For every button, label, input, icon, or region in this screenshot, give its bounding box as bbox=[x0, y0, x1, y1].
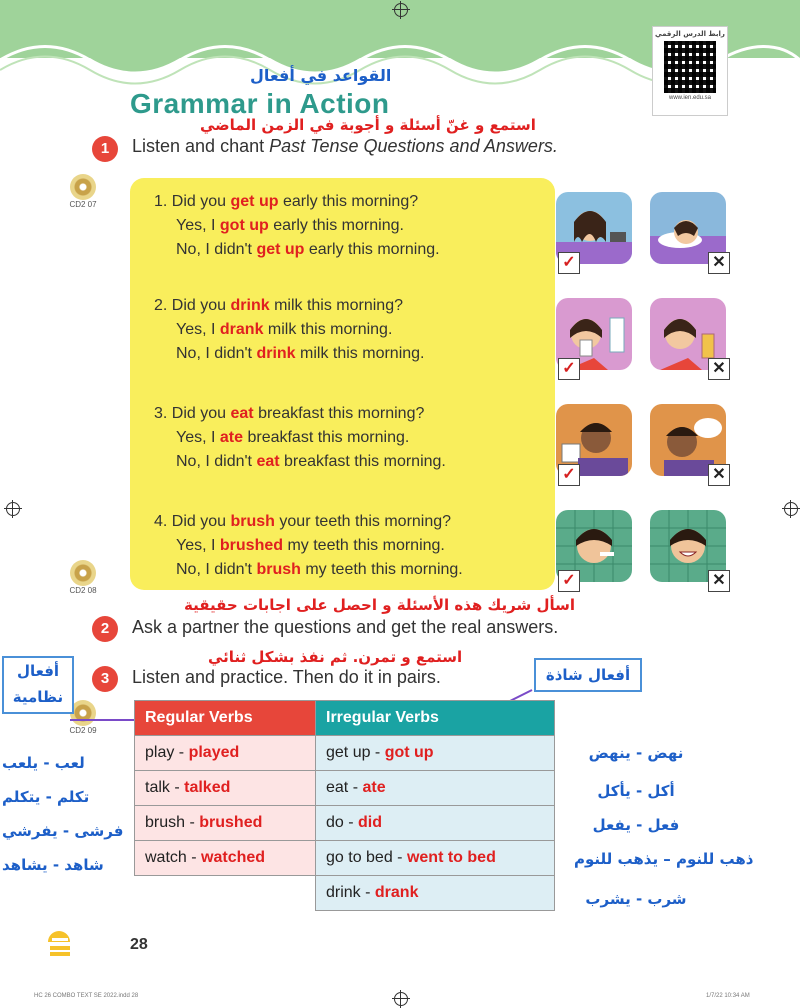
no-text-end: my teeth this morning. bbox=[300, 561, 463, 578]
verb-past: drank bbox=[374, 884, 419, 901]
qr-caption: رابط الدرس الرقمي bbox=[655, 30, 725, 38]
verb-base: go to bed - bbox=[326, 849, 407, 866]
table-row bbox=[135, 841, 555, 876]
no-verb: drink bbox=[256, 345, 296, 362]
check-mark-3: ✓ bbox=[558, 464, 580, 486]
table-row bbox=[135, 806, 555, 841]
cd-disc-icon bbox=[70, 560, 96, 586]
yes-text-end: early this morning. bbox=[268, 217, 404, 234]
question-text: Did you bbox=[171, 513, 231, 530]
cross-mark-3: ✕ bbox=[708, 464, 730, 486]
irregular-translation-2: أكل - يأكل bbox=[597, 782, 675, 800]
question-verb: get up bbox=[230, 193, 279, 210]
no-verb: get up bbox=[256, 241, 305, 258]
section1-arabic-note: استمع و غنّ أسئلة و أجوبة في الزمن الماضي bbox=[200, 116, 536, 134]
section3-arabic-note: استمع و تمرن. ثم نفذ بشكل ثنائي bbox=[208, 648, 463, 666]
irregular-verb-cell bbox=[316, 736, 555, 771]
irregular-verbs-arabic-label: أفعال شاذة bbox=[534, 658, 642, 692]
yes-text: Yes, I bbox=[176, 321, 220, 338]
yes-text-end: my teeth this morning. bbox=[283, 537, 445, 554]
check-mark-2: ✓ bbox=[558, 358, 580, 380]
irregular-translation-5: شرب - يشرب bbox=[585, 890, 687, 908]
regular-translation-2: تكلم - يتكلم bbox=[2, 788, 90, 806]
chant-item-4 bbox=[154, 510, 463, 582]
irregular-verb-cell bbox=[316, 806, 555, 841]
item-number: 1. bbox=[154, 193, 172, 210]
regular-translation-1: لعب - يلعب bbox=[2, 754, 85, 772]
section1-instruction bbox=[132, 136, 558, 157]
qr-url: www.ien.edu.sa bbox=[668, 95, 712, 101]
section2-instruction: Ask a partner the questions and get the real answers. bbox=[132, 617, 559, 637]
footer-timestamp: 1/7/22 10:34 AM bbox=[706, 993, 750, 999]
irregular-verb-cell bbox=[316, 771, 555, 806]
irregular-translation-3: فعل - يفعل bbox=[592, 816, 680, 834]
verb-past: got up bbox=[384, 744, 434, 761]
cd-track-07[interactable] bbox=[62, 174, 104, 209]
regular-verbs-header: Regular Verbs bbox=[135, 701, 316, 736]
section1-instruction-italic: Past Tense Questions and Answers. bbox=[269, 136, 558, 156]
question-verb: eat bbox=[230, 405, 254, 422]
cd-label: CD2 09 bbox=[69, 726, 97, 735]
no-text: No, I didn't bbox=[176, 345, 257, 362]
page-title: Grammar in Action bbox=[130, 88, 390, 119]
verb-base: do - bbox=[326, 814, 359, 831]
section1-number-badge: 1 bbox=[92, 136, 118, 162]
table-row bbox=[135, 771, 555, 806]
regular-verb-cell bbox=[135, 736, 316, 771]
verb-past: went to bed bbox=[406, 849, 496, 866]
question-verb: brush bbox=[230, 513, 275, 530]
question-text-end: your teeth this morning? bbox=[274, 513, 452, 530]
cross-mark-4: ✕ bbox=[708, 570, 730, 592]
cross-mark-1: ✕ bbox=[708, 252, 730, 274]
registration-mark-right bbox=[784, 502, 798, 516]
no-text: No, I didn't bbox=[176, 561, 257, 578]
item-number: 3. bbox=[154, 405, 172, 422]
irregular-verbs-header: Irregular Verbs bbox=[316, 701, 555, 736]
verb-past: ate bbox=[362, 779, 386, 796]
section3-instruction: Listen and practice. Then do it in pairs. bbox=[132, 667, 441, 687]
qr-code-panel[interactable] bbox=[652, 26, 728, 116]
verb-base: watch - bbox=[145, 849, 202, 866]
yes-verb: got up bbox=[219, 217, 269, 234]
no-text-end: breakfast this morning. bbox=[279, 453, 446, 470]
empty-cell bbox=[135, 876, 316, 911]
registration-mark-bottom bbox=[394, 992, 408, 1006]
question-text: Did you bbox=[171, 193, 231, 210]
question-verb: drink bbox=[230, 297, 270, 314]
yes-text: Yes, I bbox=[176, 429, 220, 446]
question-text: Did you bbox=[171, 297, 231, 314]
page-number: 28 bbox=[130, 936, 148, 953]
cross-mark-2: ✕ bbox=[708, 358, 730, 380]
cd-track-08[interactable] bbox=[62, 560, 104, 595]
table-row bbox=[135, 876, 555, 911]
yes-verb: brushed bbox=[219, 537, 284, 554]
section2-arabic-note: اسأل شريك هذه الأسئلة و احصل على اجابات حقيقية bbox=[184, 596, 575, 614]
question-text-end: breakfast this morning? bbox=[253, 405, 425, 422]
section3-number-badge: 3 bbox=[92, 666, 118, 692]
registration-mark-left bbox=[6, 502, 20, 516]
yes-text: Yes, I bbox=[176, 537, 220, 554]
irregular-verb-cell bbox=[316, 841, 555, 876]
verb-base: brush - bbox=[145, 814, 200, 831]
publisher-logo-icon bbox=[44, 918, 74, 958]
question-text: Did you bbox=[171, 405, 231, 422]
section1-instruction-text: Listen and chant bbox=[132, 136, 270, 156]
verb-past: did bbox=[358, 814, 383, 831]
yes-text: Yes, I bbox=[176, 217, 220, 234]
no-verb: eat bbox=[256, 453, 280, 470]
verb-past: watched bbox=[201, 849, 266, 866]
chant-item-1 bbox=[154, 190, 440, 262]
cd-label: CD2 07 bbox=[69, 200, 97, 209]
cd-label: CD2 08 bbox=[69, 586, 97, 595]
no-text-end: early this morning. bbox=[304, 241, 440, 258]
yes-text-end: milk this morning. bbox=[263, 321, 393, 338]
irregular-translation-4: ذهب للنوم – يذهب للنوم bbox=[574, 850, 754, 868]
regular-verb-cell bbox=[135, 806, 316, 841]
title-arabic: القواعد في أفعال bbox=[250, 66, 392, 85]
item-number: 4. bbox=[154, 513, 172, 530]
irregular-verb-cell bbox=[316, 876, 555, 911]
yes-verb: drank bbox=[219, 321, 264, 338]
chant-item-2 bbox=[154, 294, 424, 366]
no-verb: brush bbox=[256, 561, 301, 578]
registration-mark-top bbox=[394, 3, 408, 17]
regular-verb-cell bbox=[135, 771, 316, 806]
verb-base: talk - bbox=[145, 779, 185, 796]
verb-base: get up - bbox=[326, 744, 385, 761]
verb-base: drink - bbox=[326, 884, 375, 901]
item-number: 2. bbox=[154, 297, 172, 314]
regular-translation-4: شاهد - يشاهد bbox=[2, 856, 104, 874]
check-mark-1: ✓ bbox=[558, 252, 580, 274]
verb-past: brushed bbox=[199, 814, 263, 831]
cd-disc-icon bbox=[70, 174, 96, 200]
question-text-end: early this morning? bbox=[278, 193, 419, 210]
no-text: No, I didn't bbox=[176, 241, 257, 258]
yes-text-end: breakfast this morning. bbox=[243, 429, 410, 446]
chant-item-3 bbox=[154, 402, 446, 474]
check-mark-4: ✓ bbox=[558, 570, 580, 592]
verbs-table bbox=[134, 700, 555, 911]
regular-translation-3: فرشى - يفرشي bbox=[2, 822, 124, 840]
yes-verb: ate bbox=[219, 429, 244, 446]
regular-verb-cell bbox=[135, 841, 316, 876]
verb-past: talked bbox=[184, 779, 231, 796]
verb-base: play - bbox=[145, 744, 189, 761]
verb-past: played bbox=[188, 744, 240, 761]
qr-code-icon bbox=[664, 41, 716, 93]
regular-verbs-arabic-label: أفعال نظامية bbox=[2, 656, 74, 714]
footer-file-info: HC 26 COMBO TEXT SE 2022.indd 28 bbox=[34, 993, 139, 999]
no-text-end: milk this morning. bbox=[295, 345, 425, 362]
question-text-end: milk this morning? bbox=[269, 297, 403, 314]
table-row bbox=[135, 736, 555, 771]
section2-number-badge: 2 bbox=[92, 616, 118, 642]
irregular-translation-1: نهض - ينهض bbox=[588, 744, 684, 762]
verb-base: eat - bbox=[326, 779, 363, 796]
no-text: No, I didn't bbox=[176, 453, 257, 470]
